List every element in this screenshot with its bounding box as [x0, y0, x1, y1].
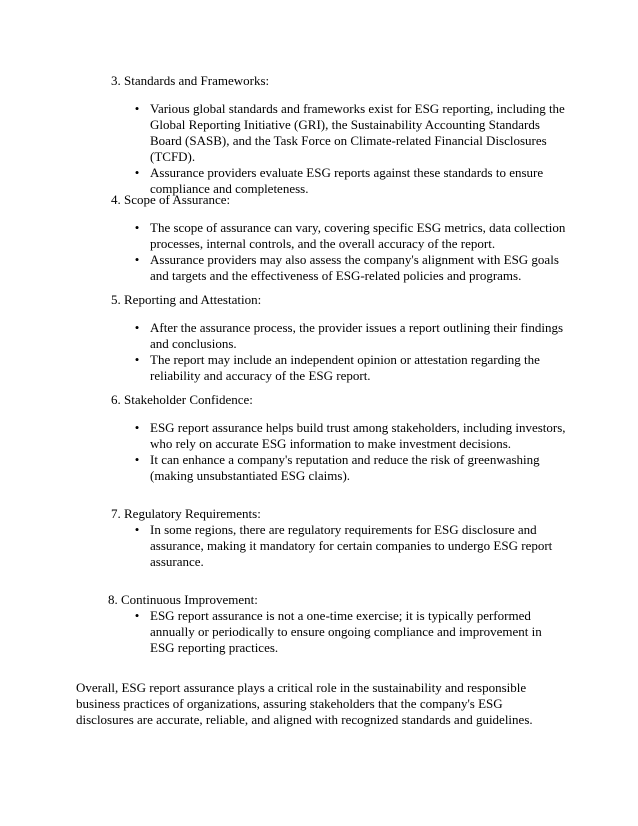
list-item-text: ESG report assurance is not a one-time exercise; it is typically performed annually or periodically to ensure ongoing compliance and improvement in ESG reporting practices. — [150, 608, 542, 655]
section-heading: 4. Scope of Assurance: — [111, 192, 231, 207]
bullet-icon: • — [134, 452, 140, 467]
bullet-icon: • — [134, 101, 140, 116]
bullet-icon: • — [134, 252, 140, 267]
bullet-icon: • — [134, 420, 140, 435]
bullet-list — [0, 522, 638, 570]
list-item — [0, 320, 638, 352]
list-item — [0, 165, 638, 197]
summary-paragraph: Overall, ESG report assurance plays a critical role in the sustainability and responsible business practices of organizations, assuring stakeholders that the company's ESG disclosures are accurate, reliable, and aligned with recognized standards and guidelines. — [76, 680, 533, 727]
section-heading: 5. Reporting and Attestation: — [111, 292, 262, 307]
list-item — [0, 220, 638, 252]
list-item-text: Various global standards and frameworks exist for ESG reporting, including the Global Reporting Initiative (GRI), the Sustainability Accounting Standards Board (SASB), and the Task Force on Climate-related Financial Disclosures (TCFD). — [150, 101, 565, 164]
bullet-list — [0, 101, 638, 197]
list-item-text: In some regions, there are regulatory requirements for ESG disclosure and assurance, making it mandatory for certain companies to undergo ESG report assurance. — [150, 522, 553, 569]
list-item-text: After the assurance process, the provider issues a report outlining their findings and conclusions. — [150, 320, 563, 351]
bullet-list — [0, 608, 638, 656]
list-item-text: ESG report assurance helps build trust among stakeholders, including investors, who rely on accurate ESG information to make investment decisions. — [150, 420, 566, 451]
list-item-text: Assurance providers may also assess the company's alignment with ESG goals and targets and the effectiveness of ESG-related policies and programs. — [150, 252, 559, 283]
bullet-icon: • — [134, 352, 140, 367]
bullet-list — [0, 420, 638, 484]
list-item — [0, 420, 638, 452]
list-item — [0, 608, 638, 656]
bullet-icon: • — [134, 165, 140, 180]
list-item — [0, 452, 638, 484]
list-item-text: The scope of assurance can vary, covering specific ESG metrics, data collection processes, internal controls, and the overall accuracy of the report. — [150, 220, 566, 251]
bullet-list — [0, 220, 638, 284]
list-item — [0, 352, 638, 384]
list-item — [0, 101, 638, 165]
bullet-icon: • — [134, 320, 140, 335]
list-item-text: It can enhance a company's reputation and reduce the risk of greenwashing (making unsubstantiated ESG claims). — [150, 452, 540, 483]
section-heading: 7. Regulatory Requirements: — [111, 506, 261, 521]
bullet-list — [0, 320, 638, 384]
list-item-text: Assurance providers evaluate ESG reports against these standards to ensure compliance and completeness. — [150, 165, 544, 196]
section-heading: 6. Stakeholder Confidence: — [111, 392, 253, 407]
bullet-icon: • — [134, 522, 140, 537]
section-heading: 3. Standards and Frameworks: — [111, 73, 270, 88]
bullet-icon: • — [134, 220, 140, 235]
bullet-icon: • — [134, 608, 140, 623]
section-heading: 8. Continuous Improvement: — [108, 592, 258, 607]
list-item — [0, 252, 638, 284]
list-item — [0, 522, 638, 570]
list-item-text: The report may include an independent opinion or attestation regarding the reliability and accuracy of the ESG report. — [150, 352, 540, 383]
